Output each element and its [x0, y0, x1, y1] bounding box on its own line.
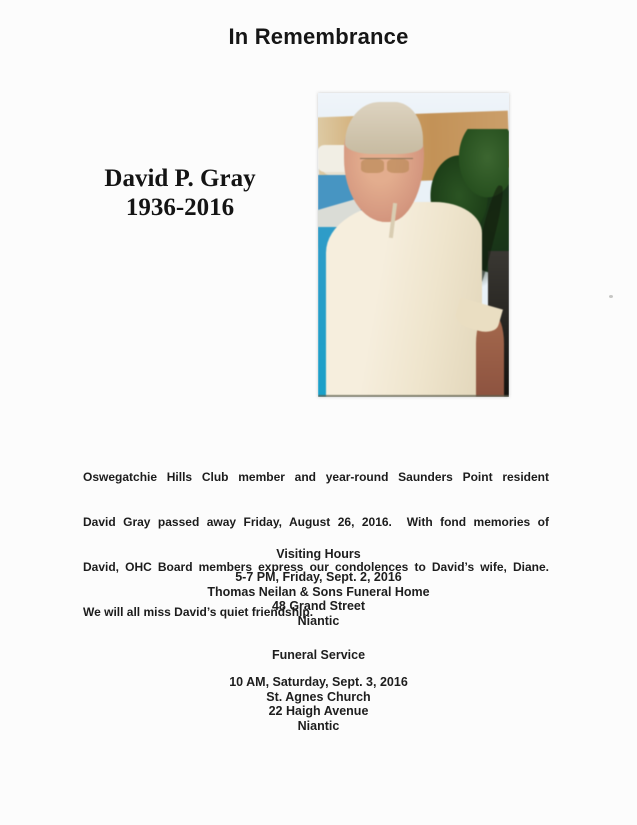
page-title: In Remembrance [228, 24, 409, 49]
portrait-photo [318, 93, 509, 397]
event-line: Niantic [297, 613, 340, 628]
funeral-service-details [0, 675, 637, 733]
visiting-hours-details [0, 570, 637, 628]
obituary-line: We will all miss David’s quiet friendship. [83, 605, 314, 619]
deceased-name-block [58, 164, 302, 222]
event-line: 48 Grand Street [271, 599, 366, 613]
obituary-line: David Gray passed away Friday, August 26, 2016. With fond memories of [83, 515, 549, 529]
event-line: 5-7 PM, Friday, Sept. 2, 2016 [235, 570, 402, 584]
event-line: 22 Haigh Avenue [268, 704, 369, 718]
event-line: St. Agnes Church [266, 689, 371, 704]
obituary-line: David, OHC Board members express our condolences to David’s wife, Diane. [83, 560, 549, 574]
event-line: Niantic [297, 718, 340, 733]
event-line: 10 AM, Saturday, Sept. 3, 2016 [229, 675, 408, 689]
visiting-hours-heading: Visiting Hours [276, 547, 361, 561]
funeral-service-heading: Funeral Service [271, 648, 366, 662]
photo-glasses [360, 158, 413, 173]
portrait-photo-scene [318, 93, 509, 397]
photo-collar [375, 199, 409, 235]
obituary-line: Oswegatchie Hills Club member and year-round Saunders Point resident [83, 470, 549, 484]
photo-bottom-edge [318, 395, 509, 397]
deceased-years: 1936-2016 [125, 194, 235, 221]
scan-speck [609, 295, 613, 298]
deceased-name: David P. Gray [104, 165, 256, 192]
event-line: Thomas Neilan & Sons Funeral Home [207, 584, 430, 599]
